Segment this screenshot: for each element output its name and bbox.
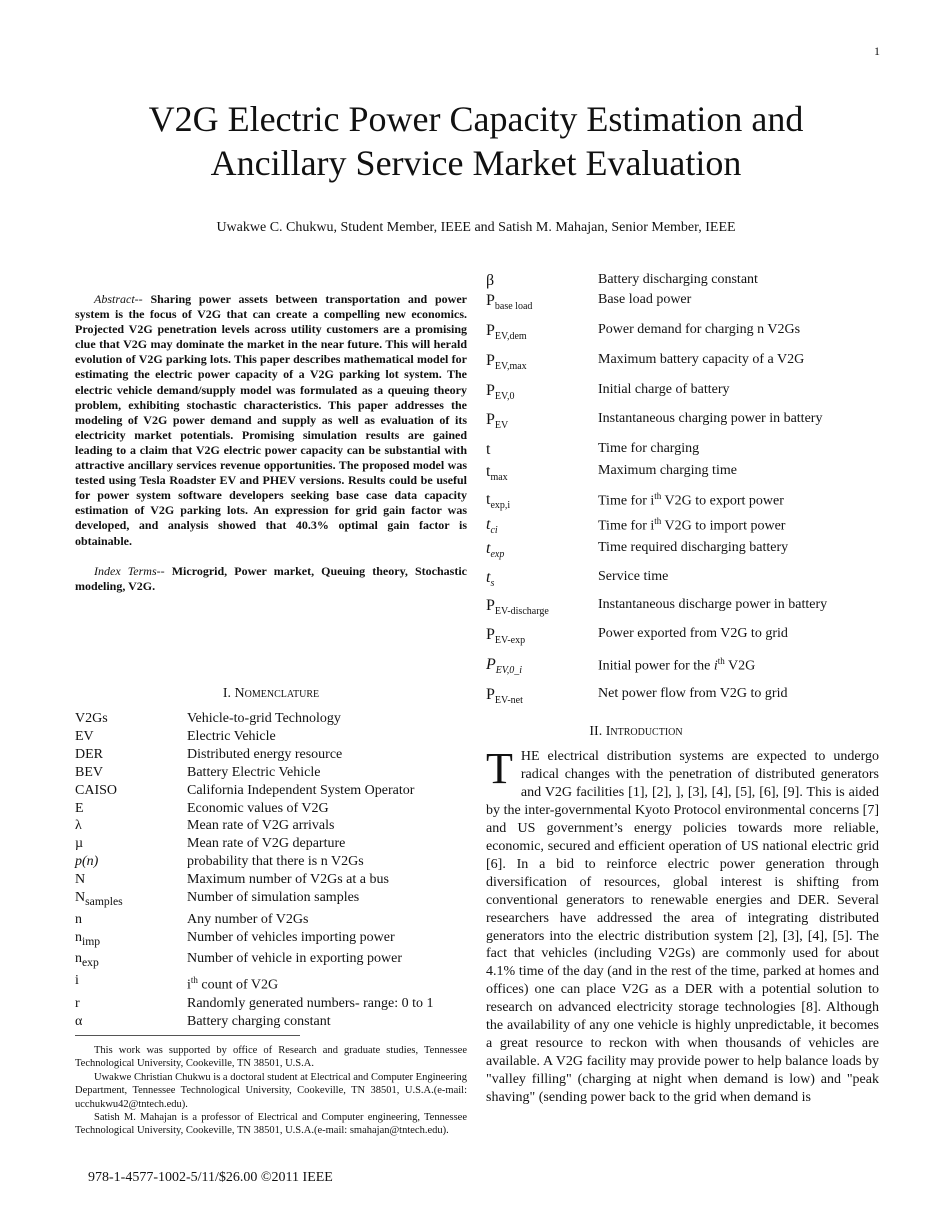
nomenclature-definition: Initial charge of battery bbox=[598, 382, 730, 397]
nomenclature-definition: Time required discharging battery bbox=[598, 540, 789, 555]
nomenclature-row bbox=[75, 710, 467, 728]
nomenclature-row bbox=[486, 597, 879, 626]
nomenclature-row bbox=[75, 871, 467, 889]
nomenclature-symbol: V2Gs bbox=[75, 711, 108, 726]
nomenclature-row bbox=[75, 835, 467, 853]
nomenclature-row bbox=[75, 972, 467, 995]
footnote-rule bbox=[75, 1035, 300, 1036]
nomenclature-definition: Vehicle-to-grid Technology bbox=[187, 711, 341, 726]
nomenclature-symbol: N bbox=[75, 872, 86, 888]
paper-title bbox=[0, 97, 952, 185]
left-column bbox=[75, 292, 467, 594]
nomenclature-definition: Economic values of V2G bbox=[187, 800, 329, 816]
introduction-number: II. bbox=[589, 724, 603, 739]
nomenclature-definition: Service time bbox=[598, 569, 669, 584]
nomenclature-symbol: i bbox=[75, 973, 79, 989]
footnotes bbox=[75, 1044, 467, 1138]
nomenclature-row bbox=[75, 800, 467, 818]
nomenclature-row bbox=[486, 626, 879, 656]
nomenclature-symbol: $t_{exp}$ bbox=[486, 540, 505, 561]
nomenclature-definition: Distributed energy resource bbox=[187, 746, 343, 762]
footnote-author-1: Uwakwe Christian Chukwu is a doctoral student at Electrical and Computer Engineering Department, Tennessee Technological University, Cookeville, TN 38501, U.S.A.(e-mail: ucchukwu42@tntech.edu). bbox=[75, 1071, 467, 1110]
footnote-author-2: Satish M. Mahajan is a professor of Electrical and Computer engineering, Tennessee Technological University, Cookeville, TN 38501, U.S.A.(e-mail: smahajan@tntech.edu). bbox=[75, 1112, 467, 1137]
nomenclature-row bbox=[75, 764, 467, 782]
nomenclature-symbol: $P_{EV,0\_i}$ bbox=[486, 656, 522, 677]
nomenclature-title: Nomenclature bbox=[234, 686, 320, 701]
nomenclature-definition: Maximum charging time bbox=[598, 463, 737, 478]
nomenclature-row bbox=[486, 569, 879, 597]
nomenclature-row bbox=[75, 911, 467, 929]
nomenclature-definition: Electric Vehicle bbox=[187, 728, 276, 744]
nomenclature-row bbox=[486, 322, 879, 352]
nomenclature-definition: probability that there is n V2Gs bbox=[187, 854, 364, 870]
nomenclature-symbol: $P_{base load}$ bbox=[486, 292, 533, 313]
right-column bbox=[486, 272, 879, 716]
nomenclature-definition: Mean rate of V2G arrivals bbox=[187, 818, 335, 834]
nomenclature-row bbox=[75, 1013, 467, 1031]
nomenclature-row bbox=[75, 995, 467, 1013]
nomenclature-symbol: $P_{EV,0}$ bbox=[486, 382, 515, 403]
index-terms-lead: Index Terms-- bbox=[94, 563, 165, 578]
nomenclature-definition: Battery discharging constant bbox=[598, 272, 758, 287]
isbn-copyright: 978-1-4577-1002-5/11/$26.00 ©2011 IEEE bbox=[88, 1170, 333, 1185]
nomenclature-symbol: $n_{imp}$ bbox=[75, 929, 101, 948]
nomenclature-definition: Battery Electric Vehicle bbox=[187, 764, 321, 780]
nomenclature-symbol: $P_{EV-discharge}$ bbox=[486, 597, 549, 618]
nomenclature-row bbox=[486, 491, 879, 516]
nomenclature-symbol: $t_{max}$ bbox=[486, 463, 508, 484]
nomenclature-heading bbox=[75, 686, 467, 702]
nomenclature-symbol: µ bbox=[75, 836, 84, 852]
nomenclature-definition: Number of vehicles importing power bbox=[187, 929, 395, 945]
abstract-lead: Abstract-- bbox=[94, 292, 143, 306]
nomenclature-row bbox=[486, 656, 879, 686]
nomenclature-definition: Power exported from V2G to grid bbox=[598, 626, 788, 641]
nomenclature-row bbox=[75, 950, 467, 972]
nomenclature-symbol: $P_{EV-net}$ bbox=[486, 686, 523, 707]
nomenclature-definition: Battery charging constant bbox=[187, 1013, 331, 1029]
nomenclature-row bbox=[75, 746, 467, 764]
nomenclature-definition: Time for charging bbox=[598, 441, 700, 456]
nomenclature-row bbox=[486, 292, 879, 322]
index-terms bbox=[75, 564, 467, 594]
abstract bbox=[75, 292, 467, 549]
nomenclature-row bbox=[486, 382, 879, 411]
footnote-funding: This work was supported by office of Research and graduate studies, Tennessee Technological University, Cookeville, TN 38501, U.S.A. bbox=[75, 1045, 467, 1070]
nomenclature-definition: Instantaneous charging power in battery bbox=[598, 411, 823, 426]
nomenclature-row bbox=[486, 463, 879, 491]
title-line-1: V2G Electric Power Capacity Estimation and bbox=[148, 99, 804, 139]
nomenclature-symbol: $P_{EV,dem}$ bbox=[486, 322, 527, 343]
nomenclature-row bbox=[486, 272, 879, 292]
title-line-2: Ancillary Service Market Evaluation bbox=[210, 143, 742, 183]
nomenclature-symbol: $t_{exp,i}$ bbox=[486, 491, 511, 512]
introduction-title: Introduction bbox=[605, 724, 683, 739]
nomenclature-symbol: CAISO bbox=[75, 782, 118, 798]
nomenclature-row bbox=[75, 853, 467, 871]
nomenclature-definition: Base load power bbox=[598, 292, 692, 307]
nomenclature-row bbox=[75, 728, 467, 746]
introduction-heading bbox=[486, 724, 786, 740]
nomenclature-table-right bbox=[486, 272, 879, 716]
nomenclature-row bbox=[486, 411, 879, 441]
nomenclature-row bbox=[75, 929, 467, 951]
page-number: 1 bbox=[874, 44, 880, 58]
nomenclature-symbol: EV bbox=[75, 728, 94, 744]
nomenclature-table-left bbox=[75, 710, 467, 1030]
nomenclature-row bbox=[486, 441, 879, 463]
nomenclature-definition: Instantaneous discharge power in battery bbox=[598, 597, 828, 612]
nomenclature-symbol: $P_{EV,max}$ bbox=[486, 352, 527, 373]
nomenclature-definition: Maximum battery capacity of a V2G bbox=[598, 352, 805, 367]
abstract-text: Sharing power assets between transportation and power system is the focus of V2G that can create a compelling new economics. Projected V2G penetration levels across utility customers are a promising clue that V2G may dominate the market in the near future. This will herald evolution of V2G parking lots. This paper describes mathematical model for estimating the electric power capacity of a V2G parking lot system. The electric vehicle demand/supply model was formulated as a queuing theory problem, exhibiting stochastic characteristics. This paper addresses the modeling of V2G power demand and supply as well as evaluation of its electricity market potentials. Promising simulation results are gained leading to a claim that V2G electric power capacity can be substantial with attractive ancillary services revenue opportunities. The proposed model was tested using Tesla Roadster EV and PHEV versions. Results could be useful for power system software developers seeking base case data capacity estimation of V2G parking lots. An expression for grid gain factor was developed, and analysis showed that 40.3% optimal gain factor is obtainable. bbox=[75, 292, 467, 548]
nomenclature-definition: Power demand for charging n V2Gs bbox=[598, 322, 801, 337]
nomenclature-symbol: BEV bbox=[75, 764, 103, 780]
nomenclature-row bbox=[486, 540, 879, 569]
nomenclature-row bbox=[486, 686, 879, 716]
nomenclature-symbol: λ bbox=[75, 818, 82, 834]
nomenclature-definition: Net power flow from V2G to grid bbox=[598, 686, 788, 701]
nomenclature-symbol: E bbox=[75, 800, 84, 816]
drop-cap: T bbox=[486, 744, 513, 793]
nomenclature-symbol: n bbox=[75, 911, 82, 927]
nomenclature-definition: California Independent System Operator bbox=[187, 782, 415, 798]
nomenclature-symbol: $P_{EV-exp}$ bbox=[486, 626, 526, 647]
nomenclature-definition: Randomly generated numbers- range: 0 to 1 bbox=[187, 995, 434, 1011]
nomenclature-definition: Mean rate of V2G departure bbox=[187, 836, 346, 852]
nomenclature-symbol: $n_{exp}$ bbox=[75, 951, 99, 970]
introduction-text bbox=[486, 744, 879, 1107]
nomenclature-symbol: $N_{samples}$ bbox=[75, 890, 123, 908]
nomenclature-definition: Time for $i^{th}$ V2G to export power bbox=[598, 491, 784, 509]
nomenclature-definition: Number of simulation samples bbox=[187, 890, 360, 906]
nomenclature-number: I. bbox=[222, 686, 232, 701]
nomenclature-symbol: $t_s$ bbox=[486, 569, 495, 590]
nomenclature-definition: Any number of V2Gs bbox=[187, 911, 309, 927]
nomenclature-symbol: $P_{EV}$ bbox=[486, 411, 509, 432]
nomenclature-definition: Number of vehicle in exporting power bbox=[187, 951, 402, 967]
index-terms-text: Microgrid, Power market, Queuing theory, Stochastic modeling, V2G. bbox=[75, 563, 468, 593]
nomenclature-definition: $i^{th}$ count of V2G bbox=[187, 975, 279, 993]
nomenclature-row bbox=[75, 817, 467, 835]
nomenclature-symbol: $t_{ci}$ bbox=[486, 516, 498, 537]
nomenclature-symbol: r bbox=[75, 995, 80, 1011]
nomenclature-definition: Initial power for the $i^{th}$ V2G bbox=[598, 656, 756, 674]
nomenclature-row bbox=[75, 782, 467, 800]
nomenclature-definition: Maximum number of V2Gs at a bus bbox=[187, 872, 389, 888]
nomenclature-symbol: β bbox=[486, 272, 495, 289]
nomenclature-symbol: α bbox=[75, 1013, 83, 1029]
nomenclature-row bbox=[486, 516, 879, 540]
nomenclature-symbol: t bbox=[486, 441, 491, 458]
introduction-body: HE electrical distribution systems are expected to undergo radical changes with the penetration of distributed generators and V2G facilities [1], [2], ], [3], [4], [5], [6], [9]. This is aided by the inter-governmental Kyoto Protocol environmental concerns [7] and US government’s energy policies towards more reliable, economic, secured and efficient operation of US national electric grid [6]. In a bid to reinforce electric power generation through diversification of resources, global interest is shifting from conventional generators to renewable energies and DER. Several researchers have addressed the area of integrating distributed generators into the electric distribution system [2], [3], [4], [5]. The fact that vehicles (including V2Gs) are commonly used for about 4.1% time of the day (and in the rest of the time, parked at homes and offices) one can place V2G as a DER with a potential solution to research on advanced electricity storage technologies [8]. Although the availability of any one vehicle is highly unpredictable, it becomes a great resource to reckon with when thousands of vehicles are available. A V2G facility may provide power to help balance loads by "valley filling" (charging at night when demand is low) and "peak shaving" (sending power back to the grid when demand is bbox=[486, 749, 879, 1106]
nomenclature-row bbox=[75, 889, 467, 911]
nomenclature-definition: Time for $i^{th}$ V2G to import power bbox=[598, 516, 786, 534]
authors: Uwakwe C. Chukwu, Student Member, IEEE and Satish M. Mahajan, Senior Member, IEEE bbox=[216, 220, 736, 235]
nomenclature-row bbox=[486, 352, 879, 382]
nomenclature-symbol: DER bbox=[75, 746, 103, 762]
nomenclature-symbol: p(n) bbox=[75, 854, 99, 870]
